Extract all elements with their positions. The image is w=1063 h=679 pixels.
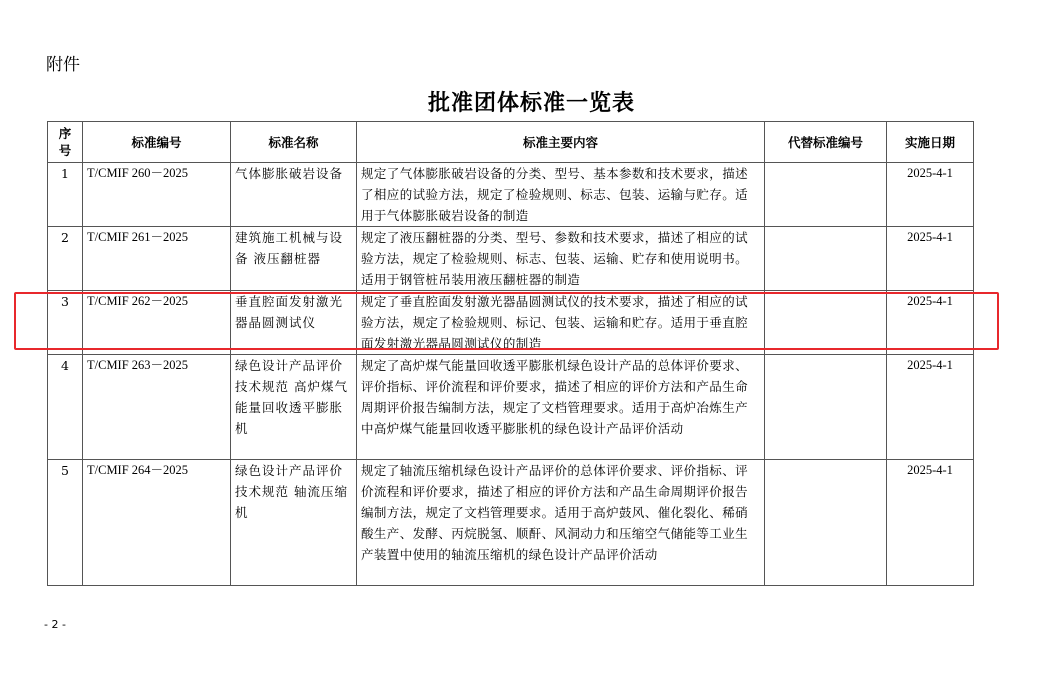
table-row	[48, 291, 974, 355]
row-replaces	[765, 227, 887, 291]
row-date: 2025-4-1	[887, 460, 974, 586]
row-index: 2	[48, 227, 83, 291]
row-date: 2025-4-1	[887, 291, 974, 355]
table-row	[48, 227, 974, 291]
header-content: 标准主要内容	[357, 122, 765, 163]
table-row	[48, 163, 974, 227]
row-replaces	[765, 355, 887, 460]
row-replaces	[765, 163, 887, 227]
page-number: - 2 -	[44, 618, 66, 631]
row-content: 规定了液压翻桩器的分类、型号、参数和技术要求，描述了相应的试验方法，规定了检验规则、标志、包装、运输、贮存和使用说明书。适用于钢管桩吊装用液压翻桩器的制造	[357, 227, 765, 291]
table-row	[48, 355, 974, 460]
document-title: 批准团体标准一览表	[427, 91, 635, 116]
row-index: 3	[48, 291, 83, 355]
row-code: T/CMIF 260－2025	[83, 163, 231, 227]
row-content: 规定了轴流压缩机绿色设计产品评价的总体评价要求、评价指标、评价流程和评价要求，描述了相应的评价方法和产品生命周期评价报告编制方法，规定了文档管理要求。适用于高炉鼓风、催化裂化、稀硝酸生产、发酵、丙烷脱氢、顺酐、风洞动力和压缩空气储能等工业生产装置中使用的轴流压缩机的绿色设计产品评价活动	[357, 460, 765, 586]
header-index: 序号	[48, 122, 83, 163]
row-index: 5	[48, 460, 83, 586]
row-content: 规定了垂直腔面发射激光器晶圆测试仪的技术要求，描述了相应的试验方法，规定了检验规则、标记、包装、运输和贮存。适用于垂直腔面发射激光器晶圆测试仪的制造	[357, 291, 765, 355]
row-replaces	[765, 291, 887, 355]
row-name: 气体膨胀破岩设备	[231, 163, 357, 227]
standards-table	[47, 121, 974, 586]
header-replaces: 代替标准编号	[765, 122, 887, 163]
row-date: 2025-4-1	[887, 227, 974, 291]
row-name: 绿色设计产品评价技术规范 高炉煤气能量回收透平膨胀机	[231, 355, 357, 460]
row-replaces	[765, 460, 887, 586]
row-date: 2025-4-1	[887, 163, 974, 227]
row-content: 规定了气体膨胀破岩设备的分类、型号、基本参数和技术要求，描述了相应的试验方法，规定了检验规则、标志、包装、运输与贮存。适用于气体膨胀破岩设备的制造	[357, 163, 765, 227]
row-index: 1	[48, 163, 83, 227]
row-name: 绿色设计产品评价技术规范 轴流压缩机	[231, 460, 357, 586]
row-name: 垂直腔面发射激光器晶圆测试仪	[231, 291, 357, 355]
row-name: 建筑施工机械与设备 液压翻桩器	[231, 227, 357, 291]
table-row	[48, 460, 974, 586]
header-code: 标准编号	[83, 122, 231, 163]
row-date: 2025-4-1	[887, 355, 974, 460]
row-content: 规定了高炉煤气能量回收透平膨胀机绿色设计产品的总体评价要求、评价指标、评价流程和评价要求，描述了相应的评价方法和产品生命周期评价报告编制方法，规定了文档管理要求。适用于高炉冶炼生产中高炉煤气能量回收透平膨胀机的绿色设计产品评价活动	[357, 355, 765, 460]
table-header-row	[48, 122, 974, 163]
row-code: T/CMIF 264－2025	[83, 460, 231, 586]
row-code: T/CMIF 261－2025	[83, 227, 231, 291]
header-date: 实施日期	[887, 122, 974, 163]
header-name: 标准名称	[231, 122, 357, 163]
row-index: 4	[48, 355, 83, 460]
row-code: T/CMIF 263－2025	[83, 355, 231, 460]
attachment-label: 附件	[46, 55, 80, 75]
row-code: T/CMIF 262－2025	[83, 291, 231, 355]
